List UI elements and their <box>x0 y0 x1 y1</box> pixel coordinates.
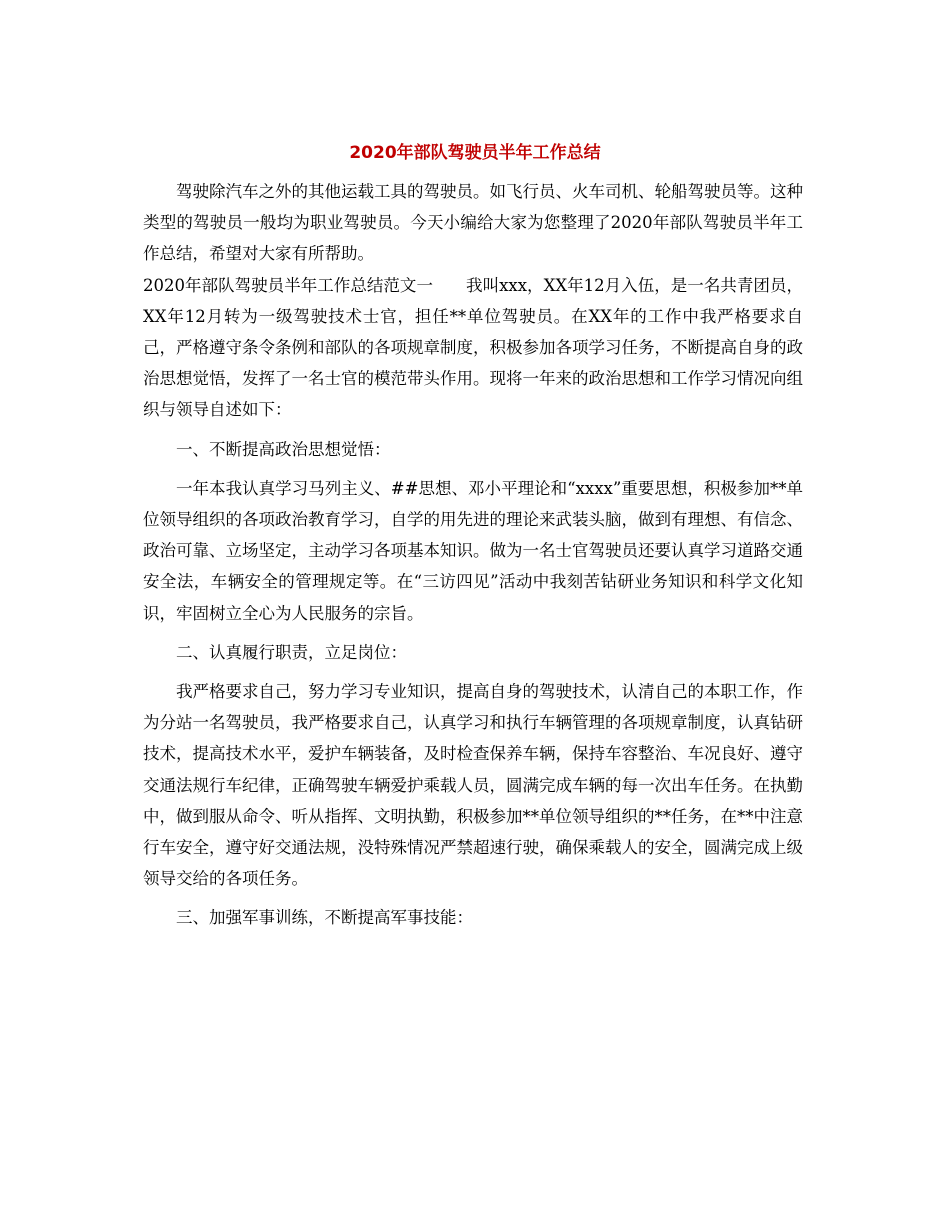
intro-paragraph: 驾驶除汽车之外的其他运载工具的驾驶员。如飞行员、火车司机、轮船驾驶员等。这种类型的驾驶员一般均为职业驾驶员。今天小编给大家为您整理了2020年部队驾驶员半年工作总结，希望对大家有所帮助。 <box>143 182 803 264</box>
section-2-paragraph: 我严格要求自己，努力学习专业知识，提高自身的驾驶技术，认清自己的本职工作，作为分站一名驾驶员，我严格要求自己，认真学习和执行车辆管理的各项规章制度，认真钻研技术，提高技术水平，爱护车辆装备，及时检查保养车辆，保持车容整治、车况良好、遵守交通法规行车纪律，正确驾驶车辆爱护乘载人员，圆满完成车辆的每一次出车任务。在执勤中，做到服从命令、听从指挥、文明执勤，积极参加**单位领导组织的**任务，在**中注意行车安全，遵守好交通法规，没特殊情况严禁超速行驶，确保乘载人的安全，圆满完成上级领导交给的各项任务。 <box>143 682 803 889</box>
section-heading-2: 二、认真履行职责，立足岗位： <box>176 642 407 662</box>
document-body <box>143 176 803 934</box>
section-1-paragraph: 一年本我认真学习马列主义、##思想、邓小平理论和“xxxx”重要思想，积极参加**单位领导组织的各项政治教育学习，自学的用先进的理论来武装头脑，做到有理想、有信念、政治可靠、立场坚定，主动学习各项基本知识。做为一名士官驾驶员还要认真学习道路交通安全法，车辆安全的管理规定等。在“三访四见”活动中我刻苦钻研业务知识和科学文化知识，牢固树立全心为人民服务的宗旨。 <box>143 478 803 623</box>
section-heading-3: 三、加强军事训练，不断提高军事技能： <box>176 908 473 928</box>
section-heading-1: 一、不断提高政治思想觉悟： <box>176 439 391 459</box>
document-title: 2020年部队驾驶员半年工作总结 <box>349 143 601 163</box>
sample-opening-paragraph: 2020年部队驾驶员半年工作总结范文一 我叫xxx，XX年12月入伍，是一名共青团员，XX年12月转为一级驾驶技术士官，担任**单位驾驶员。在XX年的工作中我严格要求自己，严格遵守条令条例和部队的各项规章制度，积极参加各项学习任务，不断提高自身的政治思想觉悟，发挥了一名士官的模范带头作用。现将一年来的政治思想和工作学习情况向组织与领导自述如下： <box>143 275 803 420</box>
